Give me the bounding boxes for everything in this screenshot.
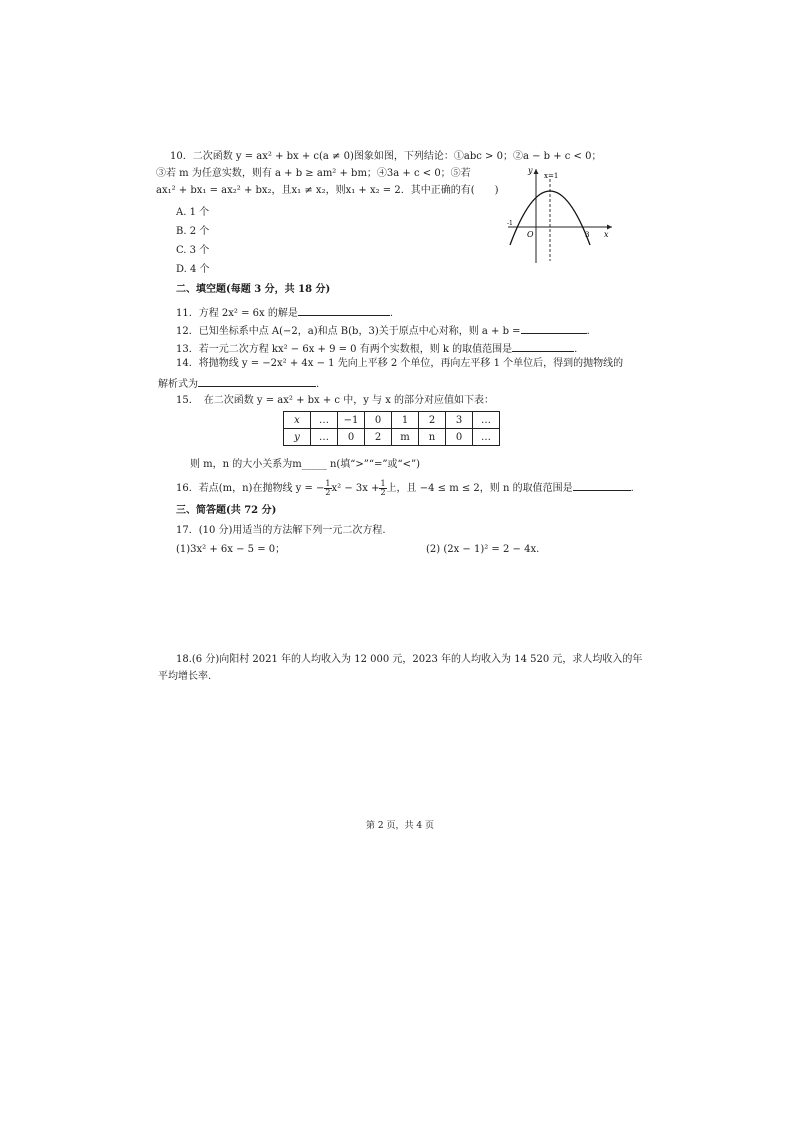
section-3-heading: 三、简答题(共 72 分)	[176, 505, 277, 516]
question-12-end: .	[586, 326, 590, 337]
answer-blank-11[interactable]	[298, 304, 390, 316]
question-16-end: .	[630, 483, 634, 494]
option-d: D. 4 个	[176, 264, 210, 275]
symmetry-axis-label: x=1	[544, 172, 559, 180]
table-cell: …	[311, 429, 338, 446]
table-cell: n	[419, 429, 446, 446]
answer-blank-14[interactable]	[198, 375, 316, 387]
question-15-text: 15． 在二次函数 y = ax² + bx + c 中，y 与 x 的部分对应值如下表：	[176, 395, 495, 406]
answer-blank-12[interactable]	[521, 322, 587, 334]
table-cell: 3	[446, 412, 473, 429]
origin-label: O	[527, 230, 534, 239]
table-cell: 0	[338, 429, 365, 446]
question-17-part-2: (2) (2x − 1)² = 2 − 4x.	[426, 544, 540, 555]
table-cell: …	[473, 412, 500, 429]
section-2-heading: 二、填空题(每题 3 分，共 18 分)	[176, 284, 331, 295]
question-17-text: 17．(10 分)用适当的方法解下列一元二次方程.	[176, 525, 386, 536]
table-cell: −1	[338, 412, 365, 429]
x-axis-label: x	[604, 230, 609, 239]
fraction-denominator: 2	[380, 488, 386, 497]
fraction-denominator: 2	[325, 488, 331, 497]
table-cell: …	[311, 412, 338, 429]
question-10-line-3: ax₁² + bx₁ = ax₂² + bx₂，且x₁ ≠ x₂，则x₁ + x₂ = 2．其中正确的有( )	[156, 185, 499, 196]
table-cell: m	[392, 429, 419, 446]
question-12-text: 12．已知坐标系中点 A(−2，a)和点 B(b，3)关于原点中心对称，则 a + b =	[176, 326, 521, 337]
root-label: 3	[585, 231, 590, 239]
question-11-text: 11．方程 2x² = 6x 的解是	[176, 308, 298, 319]
question-11	[176, 304, 393, 321]
question-14-end: .	[316, 379, 320, 390]
question-14-line-1: 14．将抛物线 y = −2x² + 4x − 1 先向上平移 2 个单位，再向左平移 1 个单位后，得到的抛物线的	[176, 358, 624, 369]
x-axis-arrow	[607, 225, 612, 230]
question-18-line-1: 18.(6 分)向阳村 2021 年的人均收入为 12 000 元，2023 年的人均收入为 14 520 元，求人均收入的年	[176, 654, 643, 665]
question-16-middle: x² − 3x +	[331, 483, 380, 494]
y-axis-label: y	[528, 166, 533, 175]
fraction-numerator: 1	[380, 479, 386, 488]
parabola-graph	[500, 163, 620, 268]
question-17-part-1: (1)3x² + 6x − 5 = 0；	[176, 544, 286, 555]
question-11-end: .	[389, 308, 394, 319]
question-18-line-2: 平均增长率.	[158, 671, 212, 682]
question-14-line-2	[158, 375, 319, 392]
question-13-end: .	[574, 344, 578, 355]
question-13-text: 13．若一元二次方程 kx² − 6x + 9 = 0 有两个实数根，则 k 的取值范围是	[176, 344, 513, 355]
page-footer: 第 2 页，共 4 页	[366, 821, 434, 831]
table-row-x	[284, 412, 500, 429]
question-16-before: 16．若点(m，n)在抛物线 y = −	[176, 483, 325, 494]
fraction-one-half	[379, 480, 386, 497]
question-12	[176, 322, 590, 339]
question-10-line-2: ③若 m 为任意实数，则有 a + b ≥ am² + bm；④3a + c < 0；⑤若	[156, 168, 471, 179]
question-16-after: 上，且 −4 ≤ m ≤ 2，则 n 的取值范围是	[386, 483, 573, 494]
question-13	[176, 340, 577, 357]
table-cell: 0	[365, 412, 392, 429]
option-a: A. 1 个	[176, 207, 210, 218]
table-cell: 2	[365, 429, 392, 446]
question-16	[176, 478, 634, 500]
fraction-one-half	[324, 480, 331, 497]
fraction-numerator: 1	[325, 479, 331, 488]
table-cell: 0	[446, 429, 473, 446]
table-cell: 1	[392, 412, 419, 429]
table-cell: x	[284, 412, 311, 429]
answer-blank-13[interactable]	[512, 340, 574, 352]
option-c: C. 3 个	[176, 245, 210, 256]
y-axis-arrow	[534, 169, 539, 174]
question-10-line-1: 10．二次函数 y = ax² + bx + c(a ≠ 0)图象如图，下列结论：①abc > 0；②a − b + c < 0；	[170, 151, 602, 162]
table-cell: 2	[419, 412, 446, 429]
question-15-after: 则 m，n 的大小关系为m_____ n(填“>”“=”或“<”)	[190, 459, 420, 470]
table-cell: …	[473, 429, 500, 446]
left-root-label: -1	[507, 220, 513, 227]
table-cell: y	[284, 429, 311, 446]
option-b: B. 2 个	[176, 226, 210, 237]
value-table	[283, 411, 500, 446]
question-14-lead: 解析式为	[158, 379, 198, 390]
table-row-y	[284, 429, 500, 446]
answer-blank-16[interactable]	[573, 479, 631, 491]
